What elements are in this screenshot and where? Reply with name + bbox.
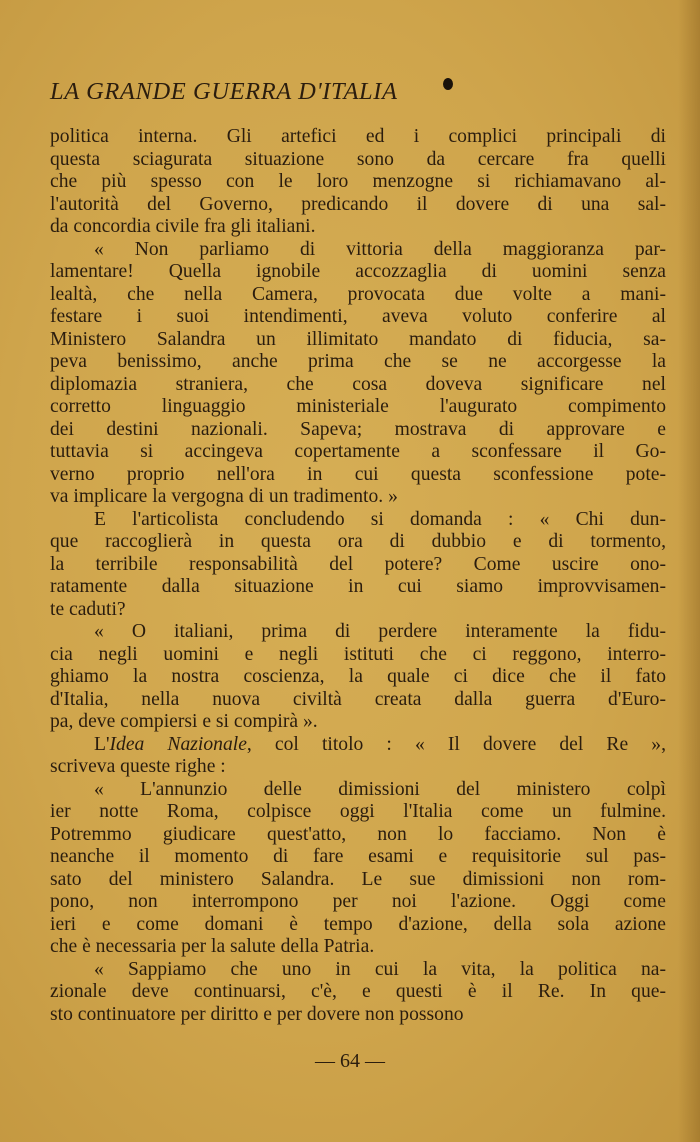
text-line: va implicare la vergogna di un tradimento. »: [50, 486, 398, 507]
text-line: neanche il momento di fare esami e requisitorie sul pas-: [50, 846, 666, 867]
running-header: LA GRANDE GUERRA D'ITALIA: [50, 78, 398, 105]
text-line: « O italiani, prima di perdere interamente la fidu-: [94, 621, 666, 642]
text-line: diplomazia straniera, che cosa doveva significare nel: [50, 373, 666, 395]
text-line: lamentare! Quella ignobile accozzaglia di uomini senza: [50, 261, 666, 282]
newspaper-title: Idea Nazionale: [109, 733, 247, 755]
text-line: dei destini nazionali. Sapeva; mostrava di approvare e: [50, 418, 666, 440]
text-line: « L'annunzio delle dimissioni del ministero colpì: [94, 778, 666, 800]
text-line: tuttavia si accingeva copertamente a sconfessare il Go-: [50, 441, 666, 462]
paragraph: [50, 621, 666, 734]
text-line: politica interna. Gli artefici ed i complici principali di: [50, 126, 666, 147]
text-line: peva benissimo, anche prima che se ne accorgesse la: [50, 351, 666, 372]
page-edge-shadow: [678, 0, 700, 1142]
text-line: l'autorità del Governo, predicando il dovere di una sal-: [50, 193, 666, 215]
text-line: che è necessaria per la salute della Patria.: [50, 936, 375, 957]
text-line: E l'articolista concludendo si domanda : « Chi dun-: [94, 508, 666, 530]
text-line: ratamente dalla situazione in cui siamo improvvisamen-: [50, 576, 666, 597]
paragraph: [50, 509, 666, 622]
paragraph: [50, 734, 666, 779]
ink-blot: [443, 78, 453, 90]
text-line: lealtà, che nella Camera, provocata due volte a mani-: [50, 283, 666, 305]
text-line: Ministero Salandra un illimitato mandato di fiducia, sa-: [50, 328, 666, 350]
paragraph: [50, 239, 666, 509]
text-line: « Sappiamo che uno in cui la vita, la politica na-: [94, 958, 666, 980]
text-line: la terribile responsabilità del potere? Come uscire ono-: [50, 553, 666, 575]
text-line: d'Italia, nella nuova civiltà creata dalla guerra d'Euro-: [50, 688, 666, 710]
text-line: corretto linguaggio ministeriale l'augurato compimento: [50, 396, 666, 417]
text-line: pa, deve compiersi e si compirà ».: [50, 711, 318, 732]
text-line: questa sciagurata situazione sono da cercare fra quelli: [50, 148, 666, 170]
text-line: cia negli uomini e negli istituti che ci reggono, interro-: [50, 643, 666, 665]
page-number: — 64 —: [315, 1050, 385, 1072]
text-line: pono, non interrompono per noi l'azione. Oggi come: [50, 891, 666, 912]
text-line: scriveva queste righe :: [50, 756, 226, 777]
body-text: [50, 126, 666, 1026]
text-line: te caduti?: [50, 598, 126, 620]
text-line: ieri e come domani è tempo d'azione, della sola azione: [50, 913, 666, 935]
text-line: que raccoglierà in questa ora di dubbio e di tormento,: [50, 531, 666, 552]
text-line: verno proprio nell'ora in cui questa sconfessione pote-: [50, 463, 666, 485]
text-line: ier notte Roma, colpisce oggi l'Italia come un fulmine.: [50, 801, 666, 822]
text-line: « Non parliamo di vittoria della maggioranza par-: [94, 238, 666, 260]
text-line: sto continuatore per diritto e per dovere non possono: [50, 1003, 464, 1025]
text-line: Potremmo giudicare quest'atto, non lo facciamo. Non è: [50, 823, 666, 845]
text-line: festare i suoi intendimenti, aveva voluto conferire al: [50, 306, 666, 327]
paragraph: [50, 126, 666, 239]
paragraph: [50, 959, 666, 1027]
text-line: che più spesso con le loro menzogne si richiamavano al-: [50, 171, 666, 192]
paragraph: [50, 779, 666, 959]
text-line: sato del ministero Salandra. Le sue dimissioni non rom-: [50, 868, 666, 890]
text-line: zionale deve continuarsi, c'è, e questi è il Re. In que-: [50, 981, 666, 1002]
text-line: ghiamo la nostra coscienza, la quale ci dice che il fato: [50, 666, 666, 687]
text-segment: L': [94, 733, 110, 755]
text-line: [50, 734, 666, 757]
text-line: da concordia civile fra gli italiani.: [50, 216, 316, 237]
text-segment: , col titolo : « Il dovere del Re »,: [246, 733, 666, 755]
